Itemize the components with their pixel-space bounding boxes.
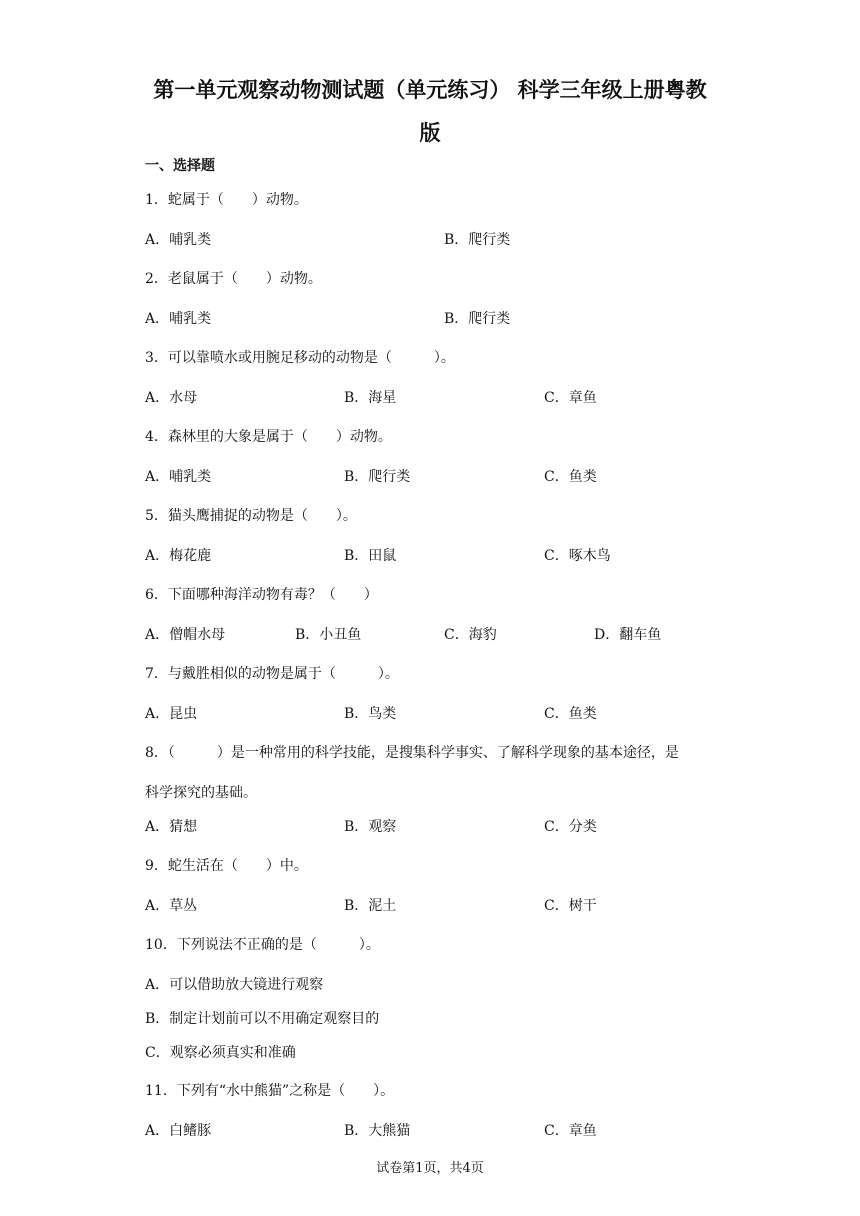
q9-option-c: C．树干 <box>544 898 597 914</box>
question-7-stem: 7．与戴胜相似的动物是属于（ ）。 <box>145 666 399 682</box>
q6-option-a: A．僧帽水母 <box>145 627 226 643</box>
question-4-stem: 4．森林里的大象是属于（ ）动物。 <box>145 429 392 445</box>
q10-option-c: C．观察必须真实和准确 <box>145 1045 296 1061</box>
q2-option-b: B．爬行类 <box>444 311 511 327</box>
q9-option-a: A．草丛 <box>145 898 198 914</box>
q4-option-c: C．鱼类 <box>544 469 597 485</box>
q11-option-b: B．大熊猫 <box>344 1123 411 1139</box>
q6-option-c: C．海豹 <box>444 627 497 643</box>
q5-option-c: C．啄木鸟 <box>544 548 611 564</box>
q3-option-b: B．海星 <box>344 390 397 406</box>
section-heading: 一、选择题 <box>145 158 215 174</box>
q7-option-c: C．鱼类 <box>544 706 597 722</box>
page-title: 第一单元观察动物测试题（单元练习） 科学三年级上册粤教 <box>153 78 707 102</box>
q4-option-a: A．哺乳类 <box>145 469 212 485</box>
question-10-stem: 10．下列说法不正确的是（ ）。 <box>145 937 380 953</box>
question-1-stem: 1．蛇属于（ ）动物。 <box>145 192 308 208</box>
question-6-stem: 6．下面哪种海洋动物有毒？（ ） <box>145 587 378 603</box>
q11-option-c: C．章鱼 <box>544 1123 597 1139</box>
q4-option-b: B．爬行类 <box>344 469 411 485</box>
q8-option-b: B．观察 <box>344 819 397 835</box>
q6-option-b: B．小丑鱼 <box>295 627 362 643</box>
q5-option-b: B．田鼠 <box>344 548 397 564</box>
question-8-stem: 8．（ ）是一种常用的科学技能，是搜集科学事实、了解科学现象的基本途径，是 <box>145 745 679 761</box>
q5-option-a: A．梅花鹿 <box>145 548 212 564</box>
q10-option-a: A．可以借助放大镜进行观察 <box>145 977 324 993</box>
q8-option-a: A．猜想 <box>145 819 198 835</box>
q1-option-b: B．爬行类 <box>444 232 511 248</box>
question-8-stem-cont: 科学探究的基础。 <box>145 785 257 801</box>
q1-option-a: A．哺乳类 <box>145 232 212 248</box>
page-footer: 试卷第1页，共4页 <box>376 1161 484 1176</box>
q8-option-c: C．分类 <box>544 819 597 835</box>
question-2-stem: 2．老鼠属于（ ）动物。 <box>145 271 322 287</box>
q3-option-c: C．章鱼 <box>544 390 597 406</box>
question-11-stem: 11．下列有“水中熊猫”之称是（ ）。 <box>145 1083 395 1099</box>
q11-option-a: A．白鳍豚 <box>145 1123 212 1139</box>
q6-option-d: D．翻车鱼 <box>594 627 662 643</box>
page-title-cont: 版 <box>419 121 441 145</box>
q3-option-a: A．水母 <box>145 390 198 406</box>
question-9-stem: 9．蛇生活在（ ）中。 <box>145 858 308 874</box>
q10-option-b: B．制定计划前可以不用确定观察目的 <box>145 1011 380 1027</box>
question-3-stem: 3．可以靠喷水或用腕足移动的动物是（ ）。 <box>145 350 455 366</box>
q9-option-b: B．泥土 <box>344 898 397 914</box>
q2-option-a: A．哺乳类 <box>145 311 212 327</box>
q7-option-a: A．昆虫 <box>145 706 198 722</box>
question-5-stem: 5．猫头鹰捕捉的动物是（ ）。 <box>145 508 357 524</box>
q7-option-b: B．鸟类 <box>344 706 397 722</box>
